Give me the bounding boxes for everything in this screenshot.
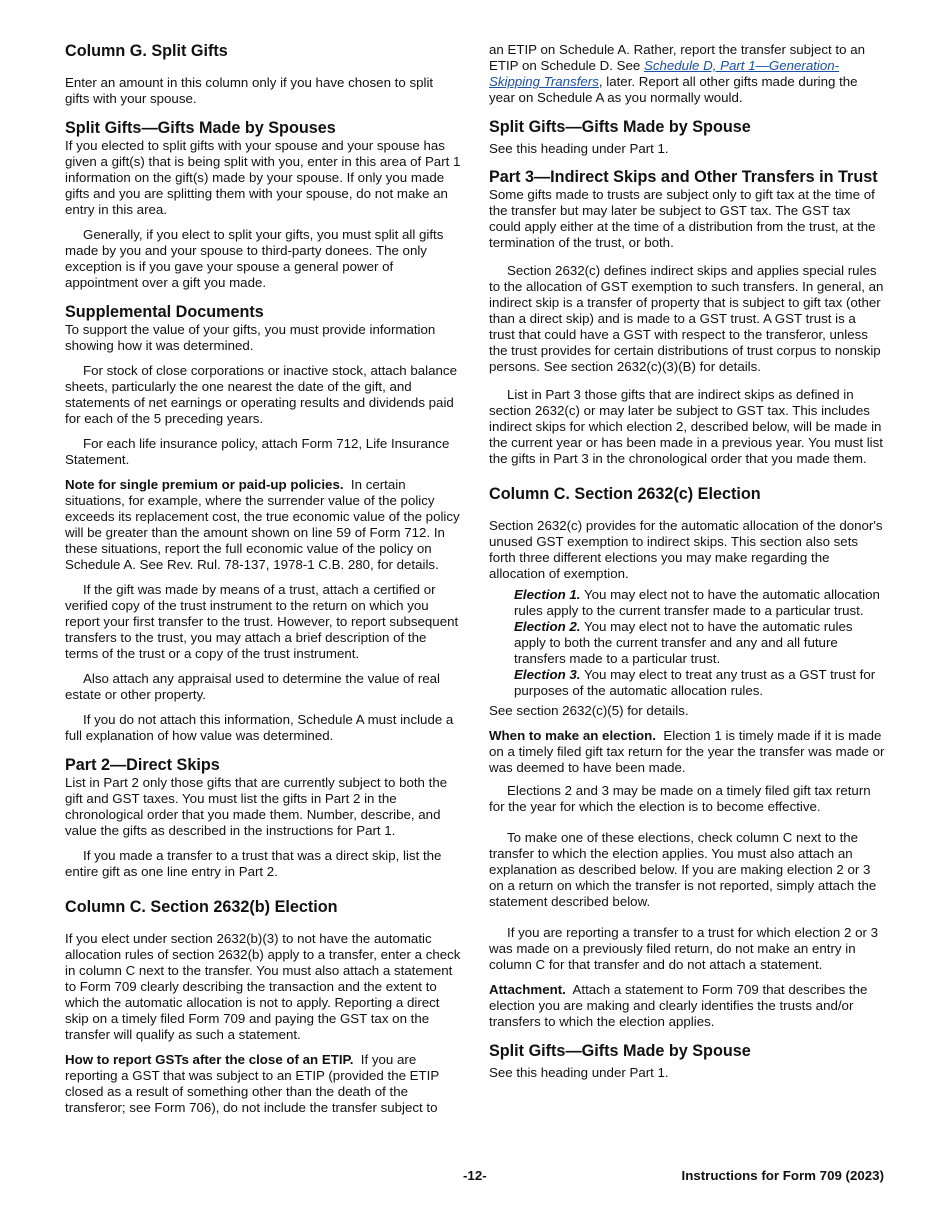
when-label: When to make an election. [489, 728, 656, 743]
election-1 [514, 587, 885, 619]
paragraph: For each life insurance policy, attach Form 712, Life Insurance Statement. [65, 436, 450, 467]
left-column [65, 42, 461, 1123]
when-text: Election 1 is timely made if it is made on a timely filed gift tax return for the year the transfer was made or was deemed to have been made. [489, 728, 885, 775]
election-1-label: Election 1. [514, 587, 581, 602]
attachment-paragraph [489, 982, 885, 1030]
attachment-text: Attach a statement to Form 709 that describes the election you are making and clearly identifies the trusts and/or transfers to which the election applies. [489, 982, 868, 1029]
heading-split-gifts-spouse: Split Gifts—Gifts Made by Spouse [489, 118, 751, 136]
paragraph: See this heading under Part 1. [489, 1065, 669, 1080]
note-label: Note for single premium or paid-up policies. [65, 477, 344, 492]
paragraph: If you elected to split gifts with your spouse and your spouse has given a gift(s) that is being split with you, enter in this area of Part 1 information on the gift(s) made by your spouse. If only you made gifts and you are splitting them with your spouse, do not make an entry in this area. [65, 138, 461, 217]
paragraph: Elections 2 and 3 may be made on a timely filed gift tax return for the year for which the election is to become effective. [489, 783, 871, 814]
paragraph: Enter an amount in this column only if you have chosen to split gifts with your spouse. [65, 75, 434, 106]
heading-column-c-2632b: Column C. Section 2632(b) Election [65, 898, 338, 916]
page-number: -12- [463, 1168, 487, 1183]
heading-split-gifts-spouse-2: Split Gifts—Gifts Made by Spouse [489, 1042, 751, 1060]
election-2 [514, 619, 885, 667]
heading-column-c-2632c: Column C. Section 2632(c) Election [489, 485, 761, 503]
paragraph: List in Part 2 only those gifts that are currently subject to both the gift and GST taxes. You must list the gifts in Part 2 in the chronological order that you made them. Number, describe, and value the gifts as described in the instructions for Part 1. [65, 775, 448, 838]
paragraph: If you made a transfer to a trust that was a direct skip, list the entire gift as one line entry in Part 2. [65, 848, 442, 879]
paragraph: For stock of close corporations or inactive stock, attach balance sheets, particularly the one nearest the date of the gift, and statements of net earnings or operating results and dividends paid for each of the 5 preceding years. [65, 363, 457, 426]
right-column [489, 42, 885, 1088]
paragraph: Generally, if you elect to split your gifts, you must split all gifts made by you and your spouse to third-party donees. The only exception is if you gave your spouse a general power of appointment over a gift you made. [65, 227, 444, 290]
etip-paragraph [65, 1052, 461, 1116]
heading-part-2: Part 2—Direct Skips [65, 756, 220, 774]
election-3 [514, 667, 885, 699]
election-3-label: Election 3. [514, 667, 581, 682]
paragraph: See this heading under Part 1. [489, 141, 669, 156]
election-2-text: You may elect not to have the automatic rules apply to both the current transfer and any and all future transfers made to a particular trust. [514, 619, 853, 666]
paragraph: To support the value of your gifts, you must provide information showing how it was determined. [65, 322, 436, 353]
paragraph: Section 2632(c) defines indirect skips and applies special rules to the allocation of GST exemption to such transfers. In general, an indirect skip is a transfer of property that is subject to gift tax (other than a direct skip) and is made to a GST trust. A GST trust is a trust that could have a GST with respect to the transferor, unless the trust provides for certain distributions of trust corpus to nonskip persons. See section 2632(c)(3)(B) for details. [489, 263, 884, 374]
footer-form-title: Instructions for Form 709 (2023) [681, 1168, 884, 1183]
paragraph: If you elect under section 2632(b)(3) to not have the automatic allocation rules of section 2632(b) apply to a transfer, enter a check in column C next to the transfer. You must also attach a statement to Form 709 clearly describing the transaction and the extent to which the automatic allocation is not to apply. Reporting a direct skip on a timely filed Form 709 and paying the GST tax on the transfer will qualify as such a statement. [65, 931, 461, 1042]
when-paragraph [489, 728, 885, 776]
election-2-label: Election 2. [514, 619, 581, 634]
attachment-label: Attachment. [489, 982, 566, 997]
paragraph: To make one of these elections, check column C next to the transfer to which the election applies. You must also attach an explanation as described below. If you are making election 2 or 3 on a return on which the transfer is not reported, simply attach the statement described below. [489, 830, 877, 909]
etip-label: How to report GSTs after the close of an ETIP. [65, 1052, 354, 1067]
heading-column-g: Column G. Split Gifts [65, 42, 228, 60]
paragraph: If you are reporting a transfer to a trust for which election 2 or 3 was made on a previously filed return, do not make an entry in column C for that transfer and do not attach a statement. [489, 925, 879, 972]
paragraph: Also attach any appraisal used to determine the value of real estate or other property. [65, 671, 441, 702]
continued-paragraph [489, 42, 885, 106]
paragraph: If the gift was made by means of a trust, attach a certified or verified copy of the trust instrument to the return on which you report your first transfer to the trust. However, to report subsequent transfers to the trust, you may attach a brief description of the terms of the trust or a copy of the trust instrument. [65, 582, 459, 661]
heading-supplemental-documents: Supplemental Documents [65, 303, 264, 321]
paragraph: If you do not attach this information, Schedule A must include a full explanation of how value was determined. [65, 712, 454, 743]
paragraph: See section 2632(c)(5) for details. [489, 703, 689, 718]
text-span: an ETIP on Schedule A. Rather, report the transfer subject to an ETIP on Schedule D. See [489, 42, 865, 73]
note-paragraph [65, 477, 461, 573]
note-text: In certain situations, for example, where the surrender value of the policy exceeds its replacement cost, the true economic value of the policy will be greater than the amount shown on line 59 of Form 712. In these situations, report the full economic value of the policy on Schedule A. See Rev. Rul. 78-137, 1978-1 C.B. 280, for details. [65, 477, 460, 572]
paragraph: Section 2632(c) provides for the automatic allocation of the donor's unused GST exemption to indirect skips. This section also sets forth three different elections you may make regarding the allocation of exemption. [489, 518, 883, 581]
text-span: , later. Report all other gifts made during the year on Schedule A as you normally would. [489, 74, 858, 105]
etip-text: If you are reporting a GST that was subject to an ETIP (provided the ETIP closed as a result of something other than the death of the transferor; see Form 706), do not include the transfer subject to [65, 1052, 439, 1115]
election-3-text: You may elect to treat any trust as a GST trust for purposes of the automatic allocation rules. [514, 667, 876, 698]
election-1-text: You may elect not to have the automatic allocation rules apply to the current transfer made to a particular trust. [514, 587, 880, 618]
heading-split-gifts: Split Gifts—Gifts Made by Spouses [65, 119, 336, 137]
schedule-d-link[interactable]: Schedule D, Part 1—Generation-Skipping Transfers [489, 58, 840, 89]
heading-part-3: Part 3—Indirect Skips and Other Transfers in Trust [489, 168, 878, 186]
paragraph: Some gifts made to trusts are subject only to gift tax at the time of the transfer but may later be subject to GST tax. The GST tax could apply either at the time of a distribution from the trust, at the termination of the trust, or both. [489, 187, 876, 250]
paragraph: List in Part 3 those gifts that are indirect skips as defined in section 2632(c) or may later be subject to GST tax. This includes indirect skips for which election 2, described below, will be made in the current year or has been made in a previous year. You must list the gifts in Part 3 in the chronological order that you made them. [489, 387, 883, 466]
